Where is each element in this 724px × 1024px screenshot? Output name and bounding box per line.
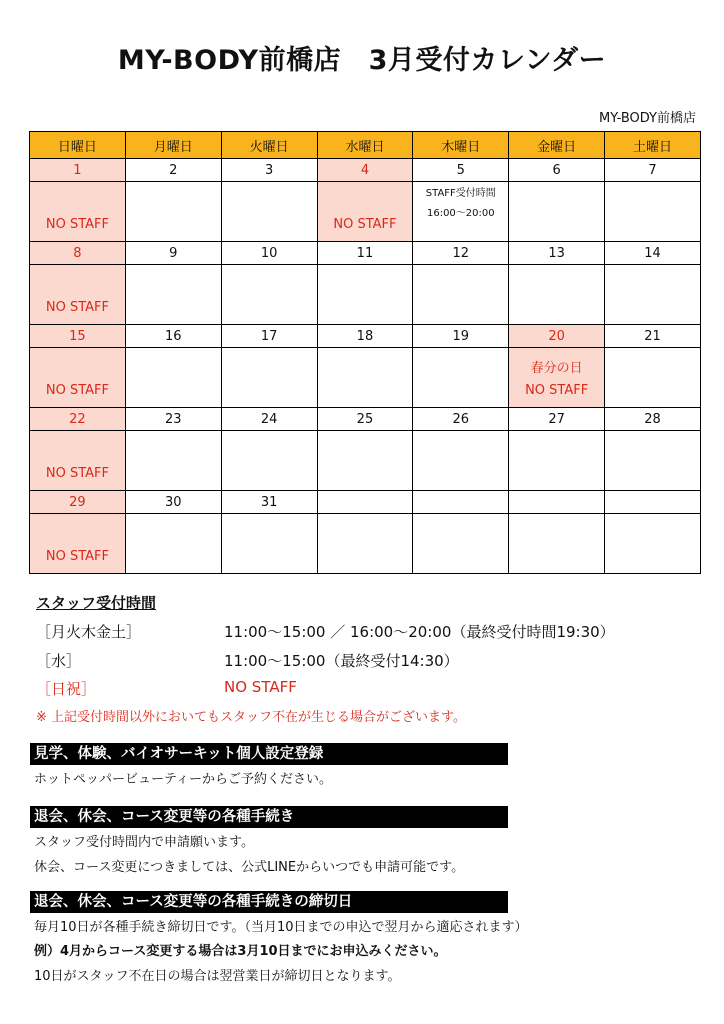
date-row bbox=[30, 242, 701, 265]
page-title: MY-BODY前橋店 3月受付カレンダー bbox=[117, 45, 607, 76]
content-cell bbox=[125, 431, 221, 491]
content-cell bbox=[221, 182, 317, 242]
content-cell bbox=[413, 514, 509, 574]
section-text: スタッフ受付時間内で申請願います。 bbox=[34, 835, 254, 850]
date-cell: 22 bbox=[30, 408, 126, 431]
content-cell bbox=[413, 182, 509, 242]
section-heading: 退会、休会、コース変更等の各種手続き bbox=[30, 806, 508, 828]
content-cell bbox=[605, 348, 701, 408]
date-cell: 16 bbox=[125, 325, 221, 348]
date-cell: 11 bbox=[317, 242, 413, 265]
staff-hours-note: STAFF受付時間 16:00～20:00 bbox=[425, 188, 496, 219]
date-row bbox=[30, 159, 701, 182]
staff-hours-heading: スタッフ受付時間 bbox=[36, 594, 157, 612]
weekday-friday: 金曜日 bbox=[509, 132, 605, 159]
content-cell bbox=[30, 182, 126, 242]
date-cell: 9 bbox=[125, 242, 221, 265]
content-cell bbox=[413, 431, 509, 491]
date-cell: 13 bbox=[509, 242, 605, 265]
content-row bbox=[30, 431, 701, 491]
content-cell bbox=[413, 348, 509, 408]
holiday-note: 春分の日 NO STAFF bbox=[525, 361, 589, 398]
date-cell: 26 bbox=[413, 408, 509, 431]
date-cell: 27 bbox=[509, 408, 605, 431]
date-cell: 6 bbox=[509, 159, 605, 182]
weekday-wednesday: 水曜日 bbox=[317, 132, 413, 159]
date-cell: 12 bbox=[413, 242, 509, 265]
no-staff-label: NO STAFF bbox=[45, 549, 109, 564]
date-cell bbox=[509, 491, 605, 514]
date-cell: 30 bbox=[125, 491, 221, 514]
content-cell bbox=[317, 182, 413, 242]
date-cell: 20 bbox=[509, 325, 605, 348]
date-cell: 28 bbox=[605, 408, 701, 431]
date-cell: 5 bbox=[413, 159, 509, 182]
date-cell bbox=[605, 491, 701, 514]
hours-value: NO STAFF bbox=[224, 678, 297, 696]
content-cell bbox=[317, 265, 413, 325]
date-cell bbox=[317, 491, 413, 514]
content-cell bbox=[509, 431, 605, 491]
date-row bbox=[30, 491, 701, 514]
date-row bbox=[30, 408, 701, 431]
hours-label: ［月火木金土］ bbox=[36, 623, 142, 641]
date-cell bbox=[413, 491, 509, 514]
date-cell: 2 bbox=[125, 159, 221, 182]
date-cell: 7 bbox=[605, 159, 701, 182]
content-cell bbox=[30, 514, 126, 574]
date-cell: 21 bbox=[605, 325, 701, 348]
date-cell: 25 bbox=[317, 408, 413, 431]
content-cell bbox=[125, 182, 221, 242]
content-cell bbox=[125, 265, 221, 325]
section-text: 毎月10日が各種手続き締切日です。（当月10日までの申込で翌月から適応されます） bbox=[34, 920, 528, 935]
content-cell bbox=[509, 514, 605, 574]
content-row bbox=[30, 514, 701, 574]
date-cell: 19 bbox=[413, 325, 509, 348]
content-cell bbox=[317, 348, 413, 408]
content-cell bbox=[509, 265, 605, 325]
hours-label: ［日祝］ bbox=[36, 680, 97, 698]
date-cell: 3 bbox=[221, 159, 317, 182]
date-cell: 15 bbox=[30, 325, 126, 348]
date-cell: 8 bbox=[30, 242, 126, 265]
content-cell bbox=[509, 182, 605, 242]
hours-value: 11:00～15:00（最終受付14:30） bbox=[224, 652, 459, 670]
date-cell: 4 bbox=[317, 159, 413, 182]
date-cell: 24 bbox=[221, 408, 317, 431]
warning-note: ※ 上記受付時間以外においてもスタッフ不在が生じる場合がございます。 bbox=[36, 710, 466, 725]
no-staff-label: NO STAFF bbox=[333, 217, 397, 232]
date-cell: 18 bbox=[317, 325, 413, 348]
no-staff-label: NO STAFF bbox=[45, 217, 109, 232]
weekday-thursday: 木曜日 bbox=[413, 132, 509, 159]
content-cell bbox=[125, 514, 221, 574]
date-cell: 1 bbox=[30, 159, 126, 182]
content-cell bbox=[221, 348, 317, 408]
content-cell bbox=[605, 265, 701, 325]
date-cell: 14 bbox=[605, 242, 701, 265]
store-name: MY-BODY前橋店 bbox=[598, 111, 696, 126]
section-text: ホットペッパービューティーからご予約ください。 bbox=[34, 772, 332, 787]
content-row bbox=[30, 265, 701, 325]
section-heading: 見学、体験、バイオサーキット個人設定登録 bbox=[30, 743, 508, 765]
content-cell bbox=[30, 431, 126, 491]
weekday-saturday: 土曜日 bbox=[605, 132, 701, 159]
section-text: 休会、コース変更につきましては、公式LINEからいつでも申請可能です。 bbox=[34, 860, 465, 875]
hours-value: 11:00～15:00 ／ 16:00～20:00（最終受付時間19:30） bbox=[224, 623, 615, 641]
content-cell bbox=[125, 348, 221, 408]
no-staff-label: NO STAFF bbox=[45, 466, 109, 481]
no-staff-label: NO STAFF bbox=[45, 383, 109, 398]
date-cell: 29 bbox=[30, 491, 126, 514]
content-cell bbox=[221, 514, 317, 574]
content-cell bbox=[605, 431, 701, 491]
weekday-sunday: 日曜日 bbox=[30, 132, 126, 159]
content-cell bbox=[317, 514, 413, 574]
date-row bbox=[30, 325, 701, 348]
weekday-header-row bbox=[30, 132, 701, 159]
content-cell bbox=[605, 514, 701, 574]
date-cell: 31 bbox=[221, 491, 317, 514]
date-cell: 23 bbox=[125, 408, 221, 431]
weekday-monday: 月曜日 bbox=[125, 132, 221, 159]
section-heading: 退会、休会、コース変更等の各種手続きの締切日 bbox=[30, 891, 508, 913]
content-cell bbox=[30, 265, 126, 325]
content-cell bbox=[317, 431, 413, 491]
weekday-tuesday: 火曜日 bbox=[221, 132, 317, 159]
content-cell bbox=[509, 348, 605, 408]
content-cell bbox=[30, 348, 126, 408]
section-text-example: 例）4月からコース変更する場合は3月10日までにお申込みください。 bbox=[34, 944, 447, 959]
content-cell bbox=[413, 265, 509, 325]
date-cell: 10 bbox=[221, 242, 317, 265]
content-cell bbox=[221, 431, 317, 491]
date-cell: 17 bbox=[221, 325, 317, 348]
section-text: 10日がスタッフ不在日の場合は翌営業日が締切日となります。 bbox=[34, 969, 401, 984]
content-row bbox=[30, 348, 701, 408]
no-staff-label: NO STAFF bbox=[45, 300, 109, 315]
hours-label: ［水］ bbox=[36, 652, 82, 670]
content-row bbox=[30, 182, 701, 242]
content-cell bbox=[221, 265, 317, 325]
calendar-table bbox=[29, 131, 701, 574]
content-cell bbox=[605, 182, 701, 242]
